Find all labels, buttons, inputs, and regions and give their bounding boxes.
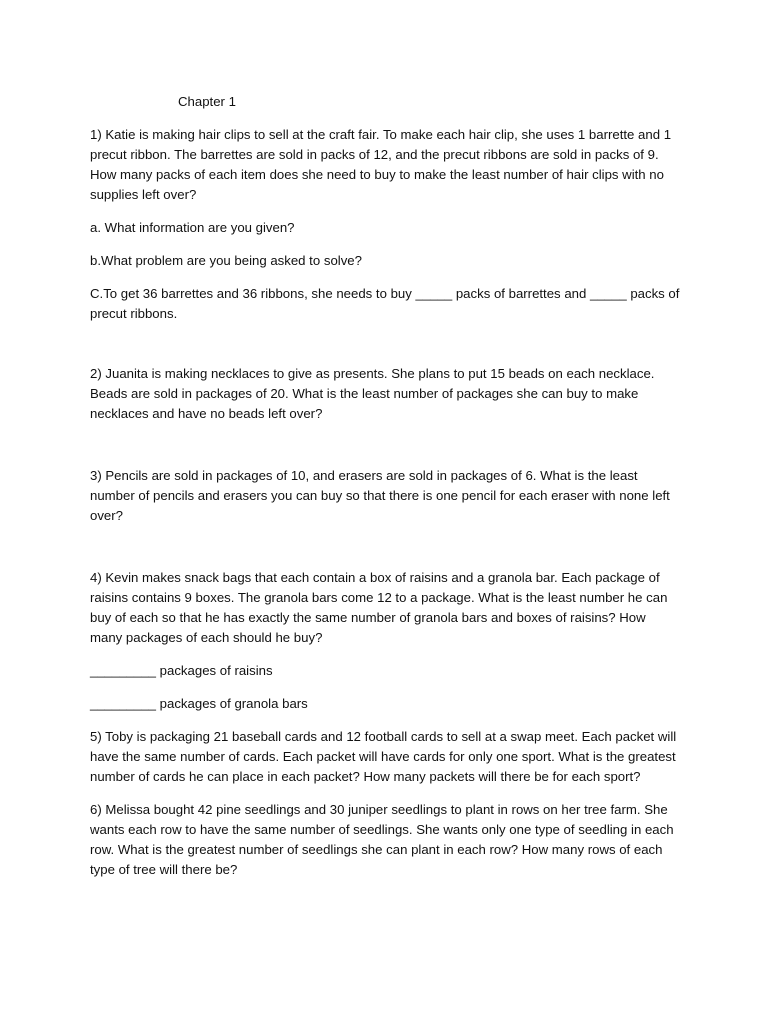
problem-4-answer-raisins: _________ packages of raisins [90, 663, 273, 678]
problem-5: 5) Toby is packaging 21 baseball cards and 12 football cards to sell at a swap meet. Each packet will have the same number of cards. Each packet will have cards for only one sport. What is the greatest number of cards he can place in each packet? How many packets will there be for each sport? [90, 729, 677, 784]
problem-1: 1) Katie is making hair clips to sell at the craft fair. To make each hair clip, she uses 1 barrette and 1 precut ribbon. The barrettes are sold in packs of 12, and the precut ribbons are sold in packs of 9. How many packs of each item does she need to buy to make the least number of hair clips with no supplies left over? [90, 127, 672, 202]
document-body [90, 92, 680, 893]
problem-1-part-a: a. What information are you given? [90, 220, 295, 235]
problem-4: 4) Kevin makes snack bags that each contain a box of raisins and a granola bar. Each package of raisins contains 9 boxes. The granola bars come 12 to a package. What is the least number he can buy of each so that he has exactly the same number of granola bars and boxes of raisins? How many packages of each should he buy? [90, 570, 668, 645]
chapter-title: Chapter 1 [178, 94, 236, 109]
problem-6: 6) Melissa bought 42 pine seedlings and 30 juniper seedlings to plant in rows on her tree farm. She wants each row to have the same number of seedlings. She wants only one type of seedling in each row. What is the greatest number of seedlings she can plant in each row? How many rows of each type of tree will there be? [90, 802, 674, 877]
problem-4-answer-granola: _________ packages of granola bars [90, 696, 308, 711]
problem-1-part-b: b.What problem are you being asked to solve? [90, 253, 362, 268]
problem-3: 3) Pencils are sold in packages of 10, and erasers are sold in packages of 6. What is the least number of pencils and erasers you can buy so that there is one pencil for each eraser with none left over? [90, 468, 670, 523]
problem-2: 2) Juanita is making necklaces to give as presents. She plans to put 15 beads on each necklace. Beads are sold in packages of 20. What is the least number of packages she can buy to make necklaces and have no beads left over? [90, 366, 655, 421]
problem-1-part-c: C.To get 36 barrettes and 36 ribbons, she needs to buy _____ packs of barrettes and _____ packs of precut ribbons. [90, 286, 680, 321]
